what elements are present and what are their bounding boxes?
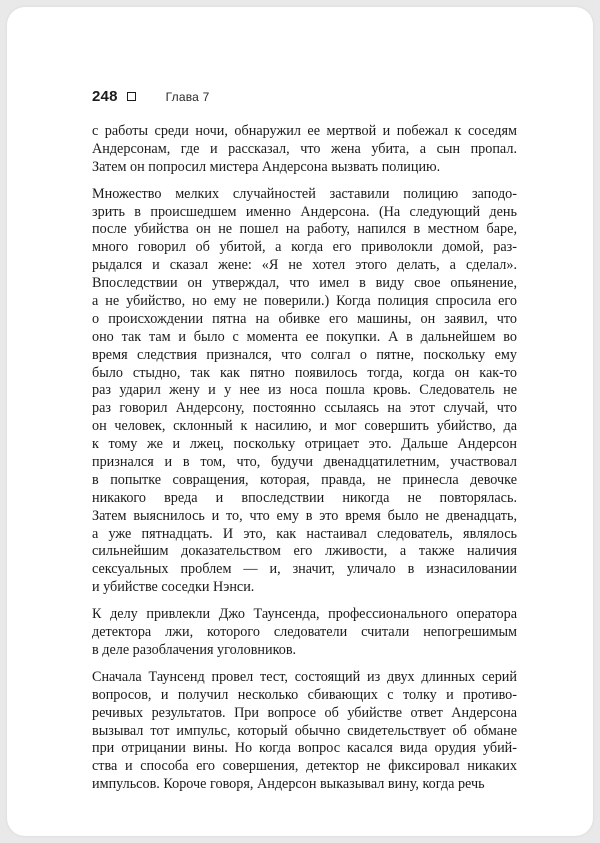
text-line: вопросов, и получил несколько сбивающих с толку и противо- <box>92 686 517 703</box>
text-line: рыдался и сказал жене: «Я не хотел этого делать, а сделал». <box>92 257 517 274</box>
text-line: а не убийство, но ему не поверили.) Когда полиция спросила его <box>92 293 517 310</box>
page-number: 248 <box>92 88 118 105</box>
text-line: детектора лжи, которого следователи считали непогрешимым <box>92 624 517 641</box>
chapter-title: Глава 7 <box>165 89 210 104</box>
text-line: сексуальных проблем — и, значит, уличало в изнасиловании <box>92 561 517 578</box>
text-line: оно так там и было с момента ее покупки. А в дальнейшем во <box>92 328 517 345</box>
text-line: К делу привлекли Джо Таунсенда, профессионального оператора <box>92 606 517 623</box>
paragraph <box>92 123 517 177</box>
text-line: зрить в происшедшем именно Андерсона. (На следующий день <box>92 203 517 220</box>
text-line: никакого вреда и впоследствии никогда не повторялась. <box>92 489 517 506</box>
text-line: Андерсонам, где и рассказал, что жена убита, а сын пропал. <box>92 140 517 157</box>
text-line: к тому же и лжец, поскольку отрицает это. Дальше Андерсон <box>92 436 517 453</box>
text-line: с работы среди ночи, обнаружил ее мертвой и побежал к соседям <box>92 123 517 139</box>
text-line: Сначала Таунсенд провел тест, состоящий из двух длинных серий <box>92 668 517 685</box>
text-line: ства и способа его совершения, детектор не фиксировал никаких <box>92 758 517 775</box>
text-line: было стыдно, так как пятно появилось тогда, когда он как-то <box>92 364 517 381</box>
paragraph <box>92 669 517 794</box>
text-line: о происхождении пятна на обивке его машины, он заявил, что <box>92 310 517 327</box>
square-marker-icon <box>127 92 136 101</box>
text-line: раз говорил Андерсону, постоянно ссылаясь на этот случай, что <box>92 400 517 417</box>
text-line: после убийства он не пошел на работу, напился в местном баре, <box>92 221 517 238</box>
text-line: и убийстве соседки Нэнси. <box>92 579 255 596</box>
text-line: в попытке совращения, которая, правда, не принесла девочке <box>92 471 517 488</box>
text-line: время следствия признался, что солгал о пятне, поскольку ему <box>92 346 517 363</box>
text-line: а уже пятнадцать. И это, как настаивал следователь, являлось <box>92 525 517 542</box>
book-page <box>7 7 593 836</box>
text-body <box>92 123 517 794</box>
paragraph <box>92 186 517 597</box>
text-line: он человек, склонный к насилию, и мог совершить убийство, да <box>92 418 517 435</box>
text-line: признался и в том, что, будучи двенадцатилетним, участвовал <box>92 454 517 471</box>
text-line: Впоследствии он утверждал, что имел в виду свое опьянение, <box>92 275 517 292</box>
text-line: много говорил об убитой, а когда его приволокли домой, раз- <box>92 239 517 256</box>
paragraph <box>92 606 517 660</box>
text-line: Множество мелких случайностей заставили полицию заподо- <box>92 185 517 202</box>
text-line: Затем он попросил мистера Андерсона вызвать полицию. <box>92 158 441 175</box>
text-line: при отрицании вины. Но когда вопрос касался вида орудия убий- <box>92 740 517 757</box>
text-line: раз ударил жену и у нее из носа пошла кровь. Следователь не <box>92 382 517 399</box>
text-line: сильнейшим доказательством его лживости, а также наличия <box>92 543 517 560</box>
text-line: речивых результатов. При вопросе об убийстве ответ Андерсона <box>92 704 517 721</box>
text-line: импульсов. Короче говоря, Андерсон выказывал вину, когда речь <box>92 776 485 793</box>
page-header <box>92 88 517 105</box>
text-line: вызывал тот импульс, который обычно свидетельствует об обмане <box>92 722 517 739</box>
text-line: в деле разоблачения уголовников. <box>92 641 297 658</box>
text-line: Затем выяснилось и то, что ему в это время было не двенадцать, <box>92 507 517 524</box>
